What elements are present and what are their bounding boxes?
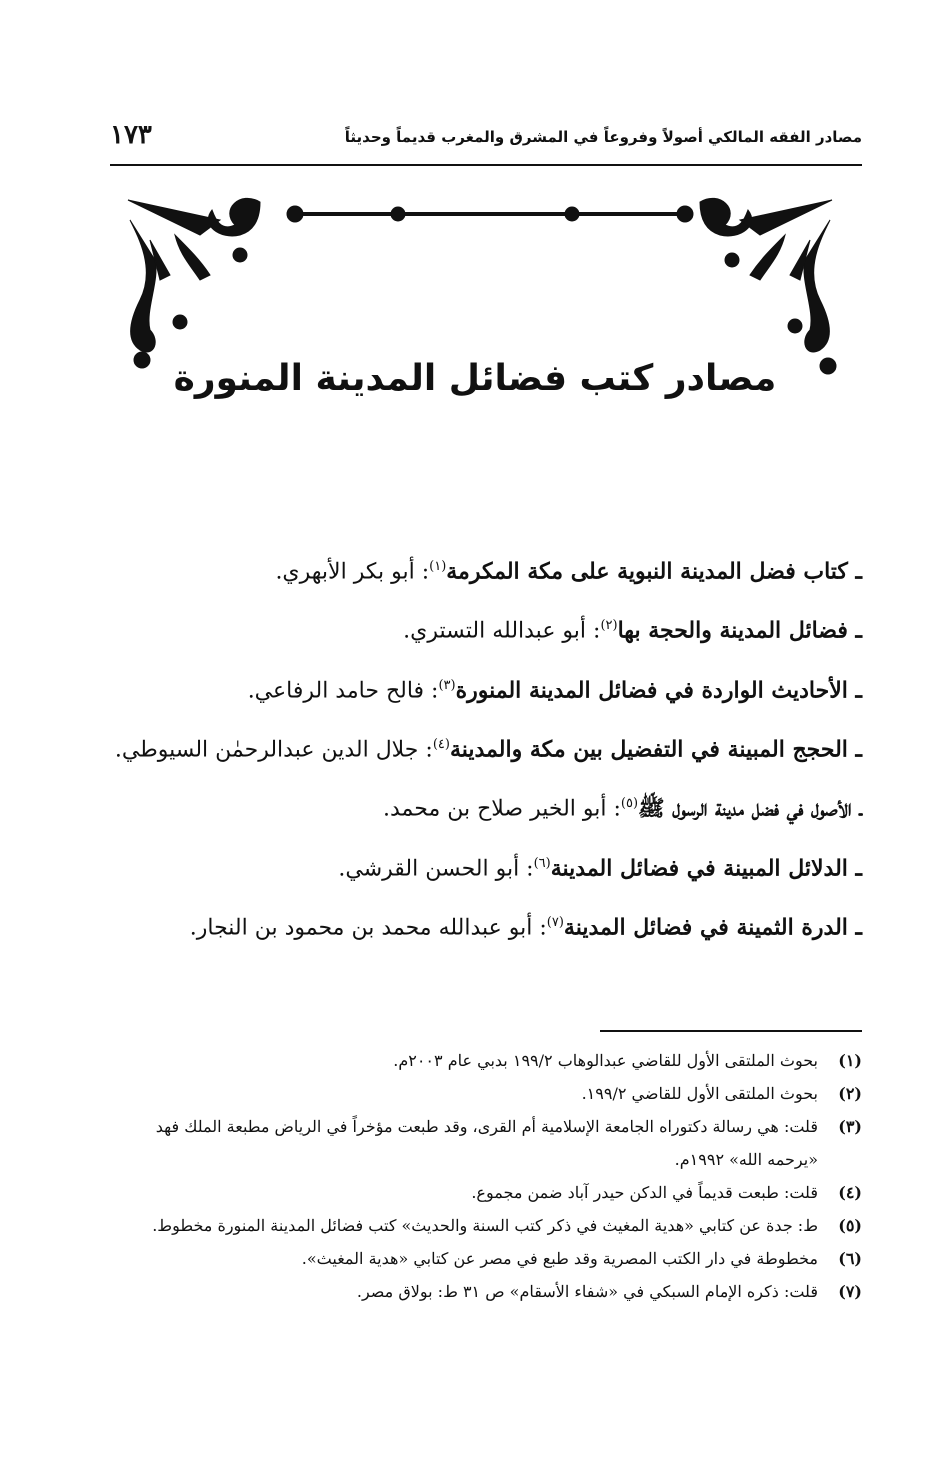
book-title: ـ فضائل المدينة والحجة بها	[617, 617, 862, 644]
footnote-ref[interactable]: (٧)	[546, 914, 564, 930]
footnote	[110, 1209, 862, 1242]
footnotes	[110, 1044, 862, 1308]
list-item	[110, 540, 862, 599]
footnote-text: قلت: هي رسالة دكتوراه الجامعة الإسلامية أم القرى، وقد طبعت مؤخراً في الرياض مطبعة الملك فهد «يرحمه الله» ١٩٩٢م.	[155, 1117, 818, 1169]
footnote	[110, 1044, 862, 1077]
list-item	[110, 718, 862, 777]
book-author: : جلال الدين عبدالرحمٰن السيوطي.	[114, 737, 433, 763]
footnote-number: (١)	[838, 1051, 862, 1070]
footnote	[110, 1275, 862, 1308]
footnote-ref[interactable]: (٤)	[432, 736, 450, 752]
footnote-ref[interactable]: (٥)	[620, 796, 639, 812]
footnote-ref[interactable]: (٦)	[533, 855, 551, 871]
book-title: ـ الحجج المبينة في التفضيل بين مكة والمدينة	[449, 736, 862, 763]
bibliography-list	[110, 540, 862, 955]
footnote-number: (٢)	[838, 1084, 862, 1103]
footnote-number: (٤)	[838, 1183, 862, 1202]
footnote	[110, 1242, 862, 1275]
book-title: ـ الأحاديث الواردة في فضائل المدينة المنورة	[455, 676, 862, 703]
footnote-ref[interactable]: (١)	[429, 559, 447, 574]
book-title: ـ الدلائل المبينة في فضائل المدينة	[550, 854, 862, 881]
book-author: : أبو عبدالله التستري.	[403, 618, 601, 644]
footnote-text: مخطوطة في دار الكتب المصرية وقد طبع في مصر عن كتابي «هدية المغيث».	[301, 1249, 818, 1268]
footnote-text: قلت: طبعت قديماً في الدكن حيدر آباد ضمن مجموع.	[471, 1183, 818, 1202]
book-author: : أبو عبدالله محمد بن محمود بن النجار.	[189, 915, 547, 941]
list-item	[110, 777, 862, 836]
footnote-number: (٦)	[838, 1249, 862, 1268]
book-title: ـ كتاب فضل المدينة النبوية على مكة المكرمة	[446, 558, 862, 585]
book-author: : أبو بكر الأبهري.	[275, 559, 430, 585]
footnote-text: بحوث الملتقى الأول للقاضي ١٩٩/٢.	[581, 1084, 818, 1103]
footnote-ref[interactable]: (٢)	[600, 618, 618, 634]
book-author: : فالح حامد الرفاعي.	[247, 677, 439, 703]
page-number: ١٧٣	[110, 120, 152, 150]
page-header	[110, 120, 862, 160]
footnote-text: قلت: ذكره الإمام السبكي في «شفاء الأسقام» ص ٣١ ط: بولاق مصر.	[356, 1282, 818, 1301]
footnote-number: (٥)	[838, 1216, 862, 1235]
list-item	[110, 599, 862, 658]
footnote	[110, 1176, 862, 1209]
footnote	[110, 1110, 862, 1176]
footnote-number: (٣)	[838, 1117, 862, 1136]
book-title: ـ الدرة الثمينة في فضائل المدينة	[563, 914, 862, 941]
list-item	[110, 837, 862, 896]
book-title: ـ الأصول في فضل مدينة الرسول ﷺ	[638, 795, 862, 822]
floral-frame-ornament-icon	[100, 180, 860, 380]
list-item	[110, 896, 862, 955]
running-title: مصادر الفقه المالكي أصولاً وفروعاً في المشرق والمغرب قديماً وحديثاً	[344, 128, 862, 146]
list-item	[110, 659, 862, 718]
book-author: : أبو الخير صلاح بن محمد.	[383, 796, 621, 822]
chapter-title: مصادر كتب فضائل المدينة المنورة	[173, 358, 777, 399]
footnote	[110, 1077, 862, 1110]
footnote-text: ط: جدة عن كتابي «هدية المغيث في ذكر كتب السنة والحديث» كتب فضائل المدينة المنورة مخطوط.	[152, 1216, 818, 1235]
footnote-ref[interactable]: (٣)	[438, 677, 456, 693]
book-author: : أبو الحسن القرشي.	[338, 855, 534, 881]
footnote-number: (٧)	[838, 1282, 862, 1301]
footnote-separator	[600, 1030, 862, 1032]
footnote-text: بحوث الملتقى الأول للقاضي عبدالوهاب ١٩٩/٢ بدبي عام ٢٠٠٣م.	[393, 1051, 818, 1070]
header-rule	[110, 164, 862, 166]
